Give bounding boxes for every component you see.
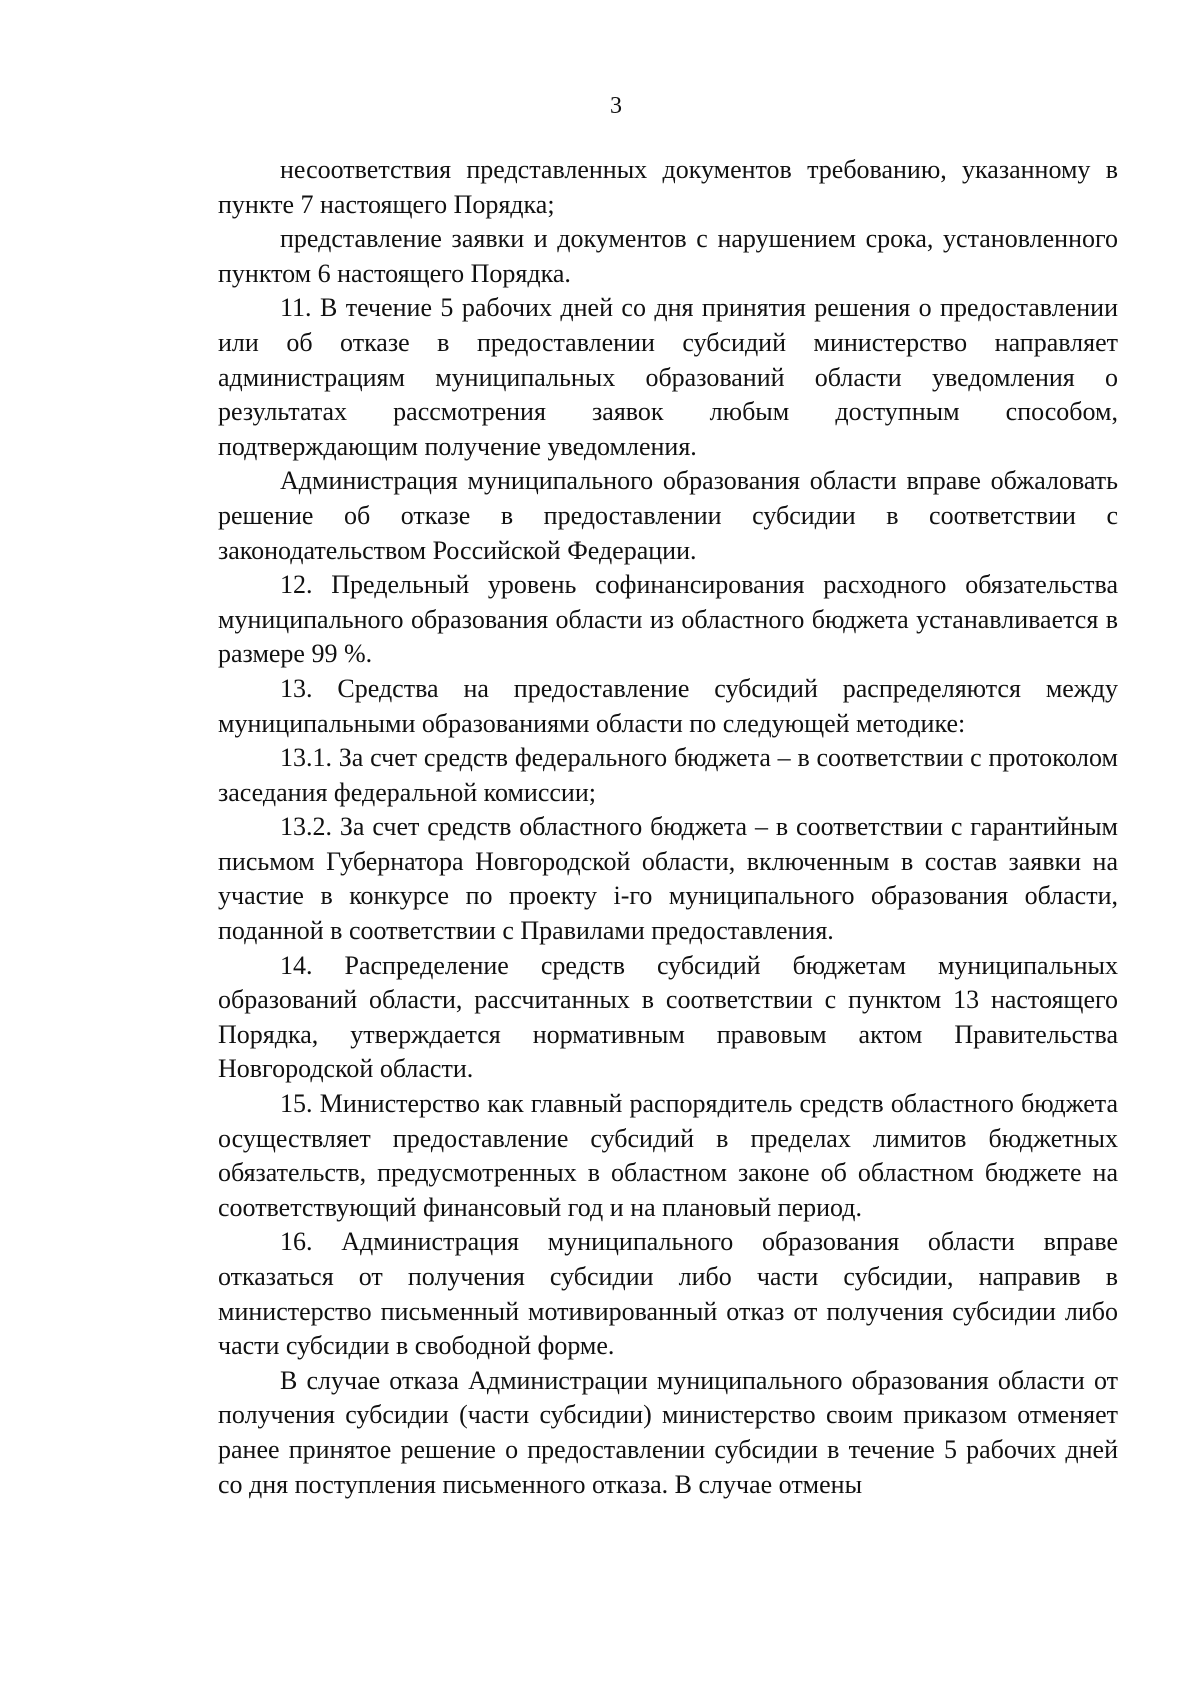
paragraph: представление заявки и документов с нарушением срока, установленного пунктом 6 настоящего Порядка. <box>218 224 1118 288</box>
paragraph: 12. Предельный уровень софинансирования расходного обязательства муниципального образования области из областного бюджета устанавливается в размере 99 %. <box>218 570 1118 669</box>
paragraph: 16. Администрация муниципального образования области вправе отказаться от получения субсидии либо части субсидии, направив в министерство письменный мотивированный отказ от получения субсидии либо части субсидии в свободной форме. <box>218 1227 1118 1361</box>
paragraph: 14. Распределение средств субсидий бюджетам муниципальных образований области, рассчитанных в соответствии с пунктом 13 настоящего Порядка, утверждается нормативным правовым актом Правительства Новгородской области. <box>218 950 1118 1084</box>
document-body <box>218 153 1118 1502</box>
paragraph: 15. Министерство как главный распорядитель средств областного бюджета осуществляет предоставление субсидий в пределах лимитов бюджетных обязательств, предусмотренных в областном законе об областном бюджете на соответствующий финансовый год и на плановый период. <box>218 1089 1118 1222</box>
paragraph: 11. В течение 5 рабочих дней со дня принятия решения о предоставлении или об отказе в предоставлении субсидий министерство направляет администрациям муниципальных образований области уведомления о результатах рассмотрения заявок любым доступным способом, подтверждающим получение уведомления. <box>218 293 1118 461</box>
paragraph: Администрация муниципального образования области вправе обжаловать решение об отказе в предоставлении субсидии в соответствии с законодательством Российской Федерации. <box>218 466 1118 565</box>
paragraph: В случае отказа Администрации муниципального образования области от получения субсидии (части субсидии) министерство своим приказом отменяет ранее принятое решение о предоставлении субсидии в течение 5 рабочих дней со дня поступления письменного отказа. В случае отмены <box>218 1365 1118 1499</box>
paragraph: несоответствия представленных документов требованию, указанному в пункте 7 настоящего Порядка; <box>218 155 1118 219</box>
paragraph: 13.1. За счет средств федерального бюджета – в соответствии с протоколом заседания федеральной комиссии; <box>218 743 1118 807</box>
paragraph: 13.2. За счет средств областного бюджета – в соответствии с гарантийным письмом Губернатора Новгородской области, включенным в состав заявки на участие в конкурсе по проекту i-го муниципального образования области, поданной в соответствии с Правилами предоставления. <box>218 812 1118 946</box>
paragraph: 13. Средства на предоставление субсидий распределяются между муниципальными образованиями области по следующей методике: <box>218 673 1118 738</box>
page-number: 3 <box>610 93 622 119</box>
